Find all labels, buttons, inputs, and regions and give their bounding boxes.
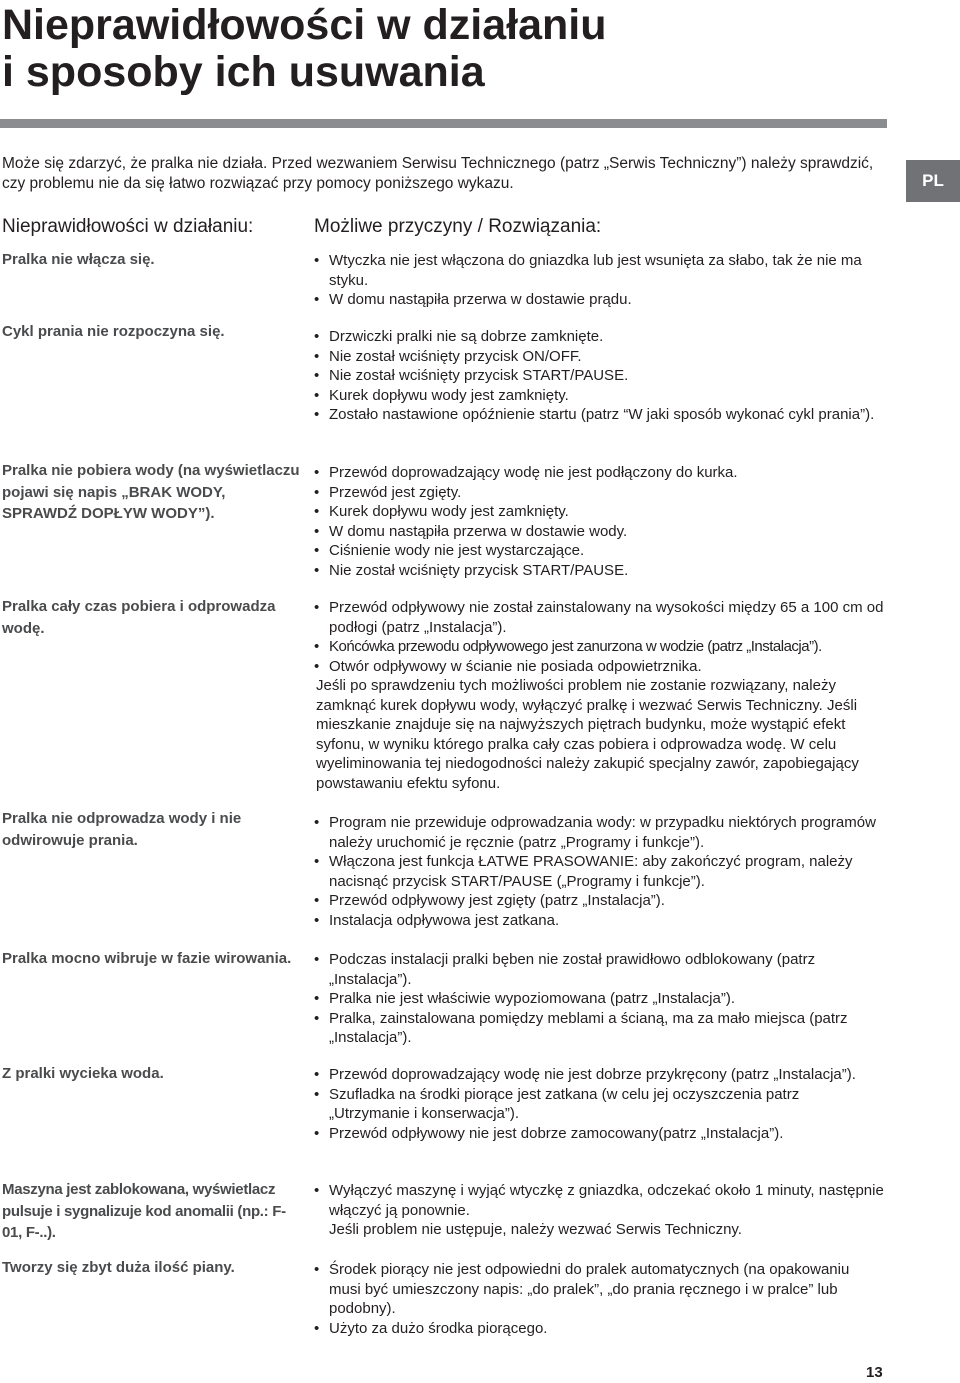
- solution-item: • Kurek dopływu wody jest zamknięty.: [314, 386, 884, 406]
- title-line-2: i sposoby ich usuwania: [2, 48, 485, 96]
- solution-item: • Wyłączyć maszynę i wyjąć wtyczkę z gniazdka, odczekać około 1 minuty, następnie włączyć ją ponownie.: [314, 1181, 884, 1220]
- solution-list: [314, 251, 884, 310]
- solution-item: • Środek piorący nie jest odpowiedni do pralek automatycznych (na opakowaniu musi być umieszczony napis: „do pralek”, „do prania ręcznego i w pralce” lub podobny).: [314, 1260, 884, 1319]
- solution-item: • Przewód jest zgięty.: [314, 483, 884, 503]
- solution-list: [314, 1065, 884, 1143]
- solution-item: • Szufladka na środki piorące jest zatkana (w celu jej oczyszczenia patrz „Utrzymanie i konserwacja”).: [314, 1085, 884, 1124]
- solution-list: [314, 1181, 884, 1240]
- page-title: [2, 2, 607, 96]
- title-divider: [0, 119, 887, 128]
- solution-list: [314, 463, 884, 580]
- solution-item: • Pralka nie jest właściwie wypoziomowana (patrz „Instalacja”).: [314, 989, 884, 1009]
- problem-label: Pralka mocno wibruje w fazie wirowania.: [2, 950, 292, 967]
- solution-list: [314, 598, 884, 793]
- solution-note: Jeśli problem nie ustępuje, należy wezwać Serwis Techniczny.: [329, 1221, 742, 1238]
- solution-list: [314, 950, 884, 1048]
- problem-label: Pralka nie pobiera wody (na wyświetlaczu pojawi się napis „BRAK WODY, SPRAWDŹ DOPŁYW WODY”).: [2, 462, 300, 522]
- solution-item: • Nie został wciśnięty przycisk START/PAUSE.: [314, 366, 884, 386]
- problem-label: Tworzy się zbyt duża ilość piany.: [2, 1259, 235, 1276]
- solution-item: • Kurek dopływu wody jest zamknięty.: [314, 502, 884, 522]
- solution-list: [314, 327, 884, 425]
- solution-item: • W domu nastąpiła przerwa w dostawie prądu.: [314, 290, 884, 310]
- solution-item: • Wtyczka nie jest włączona do gniazdka lub jest wsunięta za słabo, tak że nie ma styku.: [314, 251, 884, 290]
- solution-list: [314, 1260, 884, 1338]
- solution-note: Jeśli po sprawdzeniu tych możliwości problem nie zostanie rozwiązany, należy zamknąć kurek dopływu wody, wyłączyć pralkę i wezwać Serwis Techniczny. Jeśli mieszkanie znajduje się na najwyższych piętrach budynku, może wystąpić efekt syfonu, w wyniku którego pralka cały czas pobiera i odprowadza wodę. W celu wyeliminowania tej niedogodności należy zakupić specjalny zawór, zapobiegający powstawaniu efektu syfonu.: [316, 677, 859, 792]
- problem-label: Z pralki wycieka woda.: [2, 1065, 164, 1082]
- solution-list: [314, 813, 884, 930]
- problem-label: Maszyna jest zablokowana, wyświetlacz pulsuje i sygnalizuje kod anomalii (np.: F-01, F-..).: [2, 1181, 286, 1241]
- solution-item: • Program nie przewiduje odprowadzania wody: w przypadku niektórych programów należy uruchomić je ręcznie (patrz „Programy i funkcje”).: [314, 813, 884, 852]
- solution-item: • Nie został wciśnięty przycisk START/PAUSE.: [314, 561, 884, 581]
- solution-item: • Pralka, zainstalowana pomiędzy meblami a ścianą, ma za mało miejsca (patrz „Instalacja”).: [314, 1009, 884, 1048]
- solution-item: • Ciśnienie wody nie jest wystarczające.: [314, 541, 884, 561]
- problem-label: Pralka cały czas pobiera i odprowadza wodę.: [2, 598, 276, 637]
- title-line-1: Nieprawidłowości w działaniu: [2, 1, 607, 49]
- solution-item: • Otwór odpływowy w ścianie nie posiada odpowietrznika.: [314, 657, 884, 677]
- page-number: 13: [866, 1364, 883, 1381]
- solution-item: • Zostało nastawione opóźnienie startu (patrz “W jaki sposób wykonać cykl prania”).: [314, 405, 884, 425]
- solution-item: • Włączona jest funkcja ŁATWE PRASOWANIE: aby zakończyć program, należy nacisnąć przycisk START/PAUSE („Programy i funkcje”).: [314, 852, 884, 891]
- problem-label: Pralka nie włącza się.: [2, 251, 155, 268]
- problem-label: Cykl prania nie rozpoczyna się.: [2, 323, 225, 340]
- solution-item: • Końcówka przewodu odpływowego jest zanurzona w wodzie (patrz „Instalacja”).: [314, 637, 884, 657]
- language-tab: PL: [906, 160, 960, 202]
- solution-item: • Drzwiczki pralki nie są dobrze zamknięte.: [314, 327, 884, 347]
- problems-heading: Nieprawidłowości w działaniu:: [2, 216, 254, 237]
- solution-item: • Przewód odpływowy jest zgięty (patrz „Instalacja”).: [314, 891, 884, 911]
- intro-text: Może się zdarzyć, że pralka nie działa. Przed wezwaniem Serwisu Technicznego (patrz „Serwis Techniczny”) należy sprawdzić, czy problemu nie da się łatwo rozwiązać przy pomocy poniższego wykazu.: [2, 155, 874, 192]
- solutions-heading: Możliwe przyczyny / Rozwiązania:: [314, 216, 602, 237]
- solution-item: • W domu nastąpiła przerwa w dostawie wody.: [314, 522, 884, 542]
- solution-item: • Przewód doprowadzający wodę nie jest dobrze przykręcony (patrz „Instalacja”).: [314, 1065, 884, 1085]
- solution-item: • Przewód odpływowy nie został zainstalowany na wysokości między 65 a 100 cm od podłogi (patrz „Instalacja”).: [314, 598, 884, 637]
- solution-item: • Nie został wciśnięty przycisk ON/OFF.: [314, 347, 884, 367]
- solution-item: • Przewód odpływowy nie jest dobrze zamocowany(patrz „Instalacja”).: [314, 1124, 884, 1144]
- solution-item: • Podczas instalacji pralki bęben nie został prawidłowo odblokowany (patrz „Instalacja”).: [314, 950, 884, 989]
- solution-item: • Użyto za dużo środka piorącego.: [314, 1319, 884, 1339]
- solution-item: • Przewód doprowadzający wodę nie jest podłączony do kurka.: [314, 463, 884, 483]
- problem-label: Pralka nie odprowadza wody i nie odwirowuje prania.: [2, 810, 242, 849]
- solution-item: • Instalacja odpływowa jest zatkana.: [314, 911, 884, 931]
